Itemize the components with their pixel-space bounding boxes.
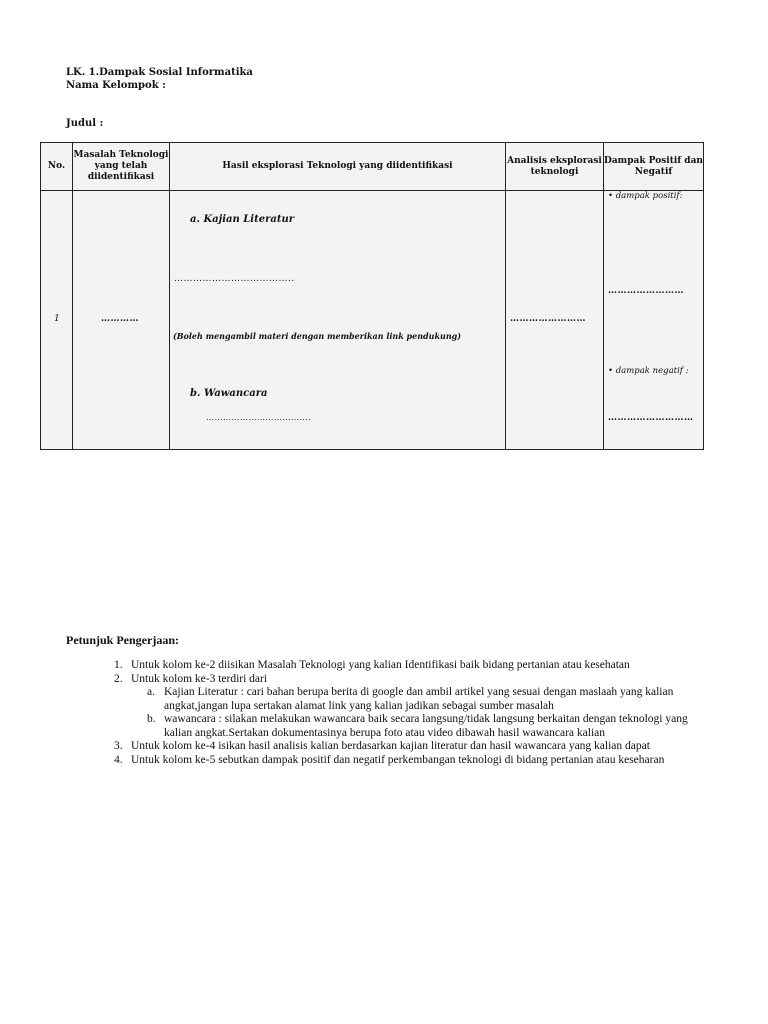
instructions-list — [114, 659, 714, 767]
sub-list-item-text: wawancara : silakan melakukan wawancara baik secara langsung/tidak langsung berkaitan dengan teknologi yang kalian angkat.Sertakan dokumentasinya berupa foto atau video dibawah hasil wawancara kalian — [164, 713, 688, 739]
list-item-text: Untuk kolom ke-5 sebutkan dampak positif dan negatif perkembangan teknologi di bidang pertanian atau keseharan — [131, 753, 665, 766]
list-item — [114, 659, 714, 673]
list-item-number: 3. — [114, 740, 123, 752]
dampak-negatif-placeholder: ……………………… — [608, 413, 694, 423]
sub-list-item — [114, 686, 714, 713]
table-header-row — [41, 143, 704, 191]
wawancara-placeholder: ………………………………. — [206, 413, 312, 422]
list-item-text: Untuk kolom ke-4 isikan hasil analisis kalian berdasarkan kajian literatur dan hasil wawancara yang kalian dapat — [131, 740, 650, 752]
link-note: (Boleh mengambil materi dengan memberikan link pendukung) — [173, 331, 462, 341]
cell-hasil-eksplorasi — [170, 191, 506, 450]
table-row — [41, 191, 704, 450]
header-no: No. — [41, 143, 73, 191]
kajian-literatur-placeholder: ……………………………….. — [174, 274, 295, 284]
header-masalah: Masalah Teknologi yang telah diidentifikasi — [73, 143, 170, 191]
wawancara-label: b. Wawancara — [190, 388, 268, 399]
kajian-literatur-label: a. Kajian Literatur — [190, 214, 294, 225]
dampak-positif-label: • dampak positif: — [608, 191, 683, 201]
worksheet-title: LK. 1.Dampak Sosial Informatika — [66, 67, 253, 78]
sub-list-item-text: Kajian Literatur : cari bahan berupa berita di google dan ambil artikel yang sesuai dengan maslaah yang kalian angkat,jangan lupa sertakan alamat link yang kalian jadikan sebagai sumber masalah — [164, 686, 674, 712]
row-number: 1 — [54, 314, 60, 324]
list-item-text: Untuk kolom ke-2 diisikan Masalah Teknologi yang kalian Identifikasi baik bidang pertanian atau kesehatan — [131, 659, 630, 671]
header-analisis: Analisis eksplorasi teknologi — [506, 143, 604, 191]
list-item — [114, 673, 714, 687]
analisis-placeholder: …………………… — [510, 314, 586, 324]
masalah-placeholder: ………… — [101, 314, 139, 324]
cell-analisis — [506, 191, 604, 450]
list-item-text: Untuk kolom ke-3 terdiri dari — [131, 672, 268, 685]
cell-dampak — [604, 191, 704, 450]
list-item-number: 4. — [114, 753, 123, 766]
list-item-number: 2. — [114, 672, 123, 685]
dampak-positif-placeholder: …………………… — [608, 286, 684, 296]
judul-label: Judul : — [66, 118, 104, 129]
sub-list-item — [114, 713, 714, 740]
list-item-number: 1. — [114, 659, 123, 671]
list-item — [114, 754, 714, 768]
sub-list-item-letter: a. — [147, 686, 155, 698]
cell-masalah — [73, 191, 170, 450]
list-item — [114, 740, 714, 754]
instructions-title: Petunjuk Pengerjaan: — [66, 633, 179, 647]
dampak-negatif-label: • dampak negatif : — [608, 366, 689, 376]
cell-no — [41, 191, 73, 450]
group-name-label: Nama Kelompok : — [66, 80, 166, 91]
worksheet-table — [40, 142, 704, 450]
document-header — [66, 66, 253, 92]
header-hasil-eksplorasi: Hasil eksplorasi Teknologi yang diidentifikasi — [170, 143, 506, 191]
header-dampak: Dampak Positif dan Negatif — [604, 143, 704, 191]
sub-list-item-letter: b. — [147, 713, 156, 725]
